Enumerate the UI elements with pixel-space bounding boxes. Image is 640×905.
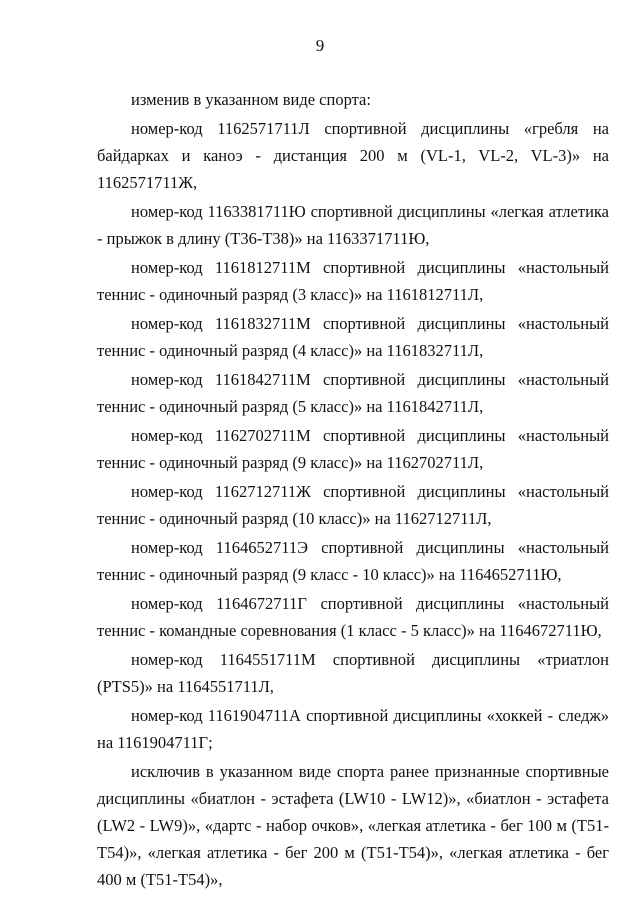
- paragraph: номер-код 1164652711Э спортивной дисциплины «настольный теннис - одиночный разряд (9 класс - 10 класс)» на 1164652711Ю,: [97, 538, 609, 584]
- paragraph: номер-код 1161904711А спортивной дисциплины «хоккей - следж» на 1161904711Г;: [97, 706, 609, 752]
- page-number: 9: [315, 36, 325, 55]
- paragraph: номер-код 1162702711М спортивной дисциплины «настольный теннис - одиночный разряд (9 класс)» на 1162702711Л,: [97, 426, 609, 472]
- paragraph: номер-код 1162571711Л спортивной дисциплины «гребля на байдарках и каноэ - дистанция 200 м (VL-1, VL-2, VL-3)» на 1162571711Ж,: [97, 119, 609, 192]
- paragraph: исключив в указанном виде спорта ранее признанные спортивные дисциплины «биатлон - эстафета (LW10 - LW12)», «биатлон - эстафета (LW2 - LW9)», «дартс - набор очков», «легкая атлетика - бег 100 м (Т51-Т54)», «легкая атлетика - бег 200 м (Т51-Т54)», «легкая атлетика - бег 400 м (Т51-Т54)»,: [97, 762, 609, 889]
- paragraph: номер-код 1162712711Ж спортивной дисциплины «настольный теннис - одиночный разряд (10 класс)» на 1162712711Л,: [97, 482, 609, 528]
- paragraph: номер-код 1163381711Ю спортивной дисциплины «легкая атлетика - прыжок в длину (Т36-Т38)» на 1163371711Ю,: [97, 202, 609, 248]
- paragraph: номер-код 1161832711М спортивной дисциплины «настольный теннис - одиночный разряд (4 класс)» на 1161832711Л,: [97, 314, 609, 360]
- paragraph: номер-код 1164672711Г спортивной дисциплины «настольный теннис - командные соревнования (1 класс - 5 класс)» на 1164672711Ю,: [97, 594, 609, 640]
- document-body: [97, 86, 609, 895]
- paragraph: номер-код 1161842711М спортивной дисциплины «настольный теннис - одиночный разряд (5 класс)» на 1161842711Л,: [97, 370, 609, 416]
- paragraph: номер-код 1161812711М спортивной дисциплины «настольный теннис - одиночный разряд (3 класс)» на 1161812711Л,: [97, 258, 609, 304]
- paragraph: изменив в указанном виде спорта:: [131, 90, 371, 109]
- paragraph: номер-код 1164551711М спортивной дисциплины «триатлон (PTS5)» на 1164551711Л,: [97, 650, 609, 696]
